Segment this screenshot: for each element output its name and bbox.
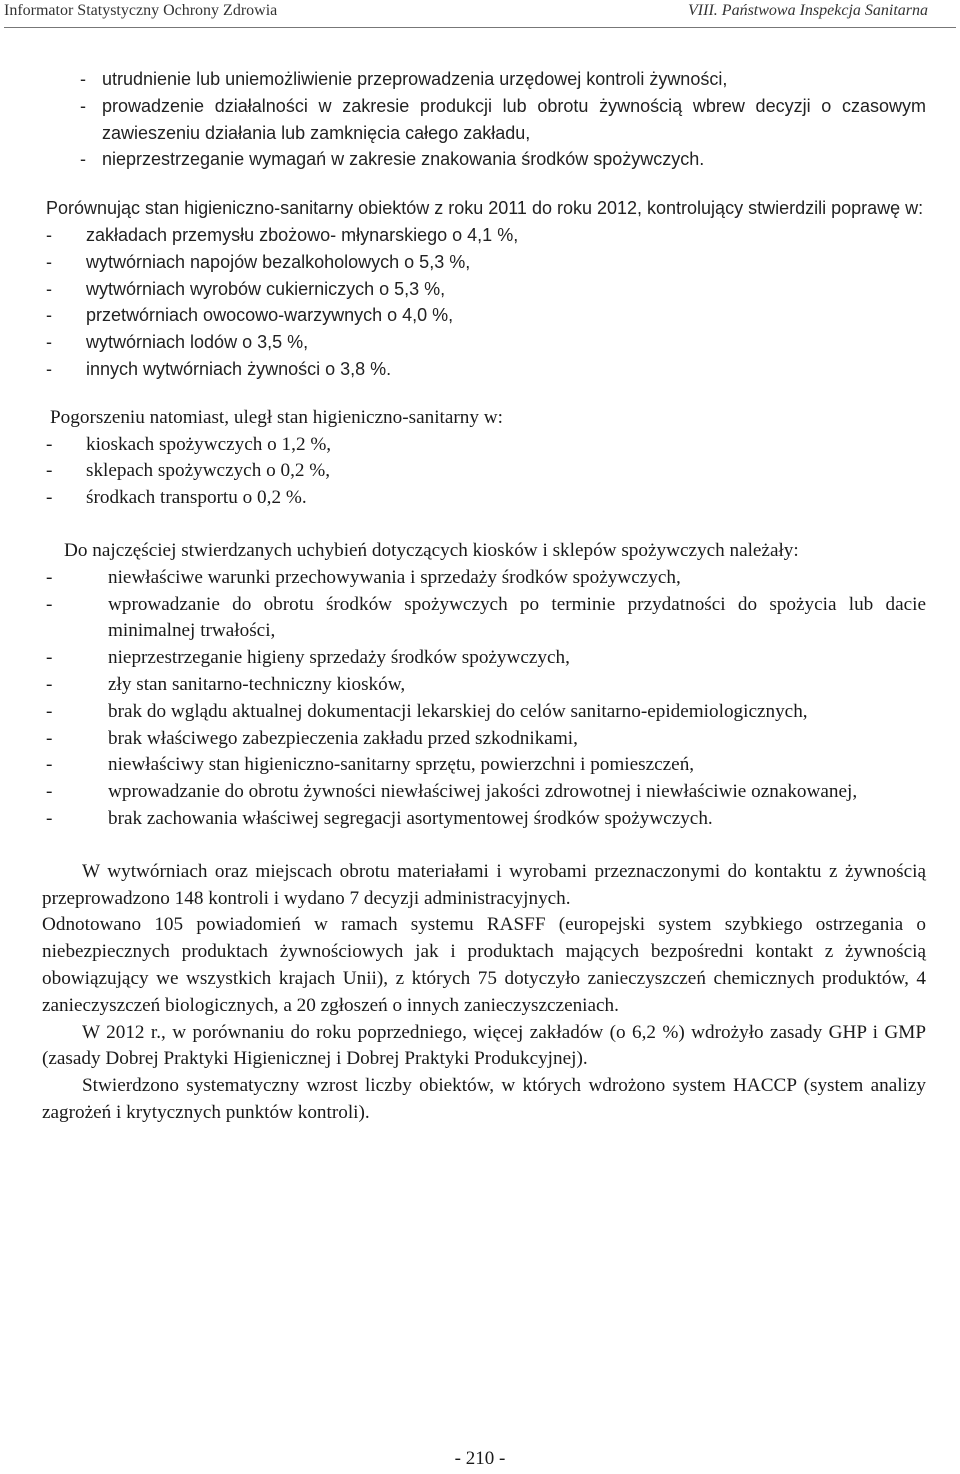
page-header <box>0 0 960 26</box>
list-item: - wprowadzanie do obrotu środków spożywczych po terminie przydatności do spożycia lub dacie minimalnej trwałości, <box>46 592 926 646</box>
improvement-intro: Porównując stan higieniczno-sanitarny obiektów z roku 2011 do roku 2012, kontrolujący stwierdzili poprawę w: <box>46 198 924 219</box>
list-item: - środkach transportu o 0,2 %. <box>46 485 926 512</box>
header-chapter-title: VIII. Państwowa Inspekcja Sanitarna <box>688 2 928 19</box>
paragraph-materials: W wytwórniach oraz miejscach obrotu materiałami i wyrobami przeznaczonymi do kontaktu z żywnością przeprowadzono 148 kontroli i wydano 7 decyzji administracyjnych. <box>42 860 926 909</box>
list-item: - kioskach spożywczych o 1,2 %, <box>46 432 926 459</box>
violations-section <box>42 538 926 833</box>
deterioration-section <box>42 405 926 512</box>
list-item: - zakładach przemysłu zbożowo- młynarskiego o 4,1 %, <box>46 222 926 249</box>
list-item: - wytwórniach napojów bezalkoholowych o 5,3 %, <box>46 249 926 276</box>
deterioration-intro: Pogorszeniu natomiast, uległ stan higieniczno-sanitarny w: <box>50 406 503 428</box>
header-publication-title: Informator Statystyczny Ochrony Zdrowia <box>4 2 278 19</box>
list-item: - sklepach spożywczych o 0,2 %, <box>46 458 926 485</box>
improvement-section <box>42 195 926 383</box>
violations-intro: Do najczęściej stwierdzanych uchybień dotyczących kiosków i sklepów spożywczych należały: <box>64 539 799 561</box>
paragraph-rasff: Odnotowano 105 powiadomień w ramach systemu RASFF (europejski system szybkiego ostrzegania o niebezpiecznych produktach żywnościowych jak i produktach mających bezpośredni kontakt z żywnością obowiązujący we wszystkich krajach Unii), z których 75 dotyczyło zanieczyszczeń chemicznych produktów, 4 zanieczyszczeń biologicznych, a 20 zgłoszeń o innych zanieczyszczeniach. <box>42 914 926 1016</box>
page-body <box>42 66 926 1127</box>
list-item: - brak właściwego zabezpieczenia zakładu przed szkodnikami, <box>46 726 926 753</box>
list-item: - wytwórniach lodów o 3,5 %, <box>46 329 926 356</box>
list-item: - wytwórniach wyrobów cukierniczych o 5,3 %, <box>46 276 926 303</box>
page-number: - 210 - <box>454 1448 506 1469</box>
list-item: - innych wytwórniach żywności o 3,8 %. <box>46 356 926 383</box>
list-item: - przetwórniach owocowo-warzywnych o 4,0 %, <box>46 302 926 329</box>
list-item: - prowadzenie działalności w zakresie produkcji lub obrotu żywnością wbrew decyzji o czasowym zawieszeniu działania lub zamknięcia całego zakładu, <box>80 93 926 147</box>
paragraph-haccp: Stwierdzono systematyczny wzrost liczby obiektów, w których wdrożono system HACCP (system analizy zagrożeń i krytycznych punktów kontroli). <box>42 1075 926 1123</box>
list-item: - nieprzestrzeganie higieny sprzedaży środków spożywczych, <box>46 645 926 672</box>
paragraph-ghp-gmp: W 2012 r., w porównaniu do roku poprzedniego, więcej zakładów (o 6,2 %) wdrożyło zasady GHP i GMP (zasady Dobrej Praktyki Higienicznej i Dobrej Praktyki Produkcyjnej). <box>42 1021 926 1070</box>
summary-section <box>42 859 926 1127</box>
list-item: - brak zachowania właściwej segregacji asortymentowej środków spożywczych. <box>46 806 926 833</box>
list-item: - utrudnienie lub uniemożliwienie przeprowadzenia urzędowej kontroli żywności, <box>80 66 926 93</box>
list-item: - niewłaściwe warunki przechowywania i sprzedaży środków spożywczych, <box>46 565 926 592</box>
list-item: - zły stan sanitarno-techniczny kiosków, <box>46 672 926 699</box>
list-item: - niewłaściwy stan higieniczno-sanitarny sprzętu, powierzchni i pomieszczeń, <box>46 752 926 779</box>
list-item: - nieprzestrzeganie wymagań w zakresie znakowania środków spożywczych. <box>80 146 926 173</box>
header-rule <box>4 27 956 28</box>
violations-list-continued <box>42 66 926 173</box>
list-item: - brak do wglądu aktualnej dokumentacji lekarskiej do celów sanitarno-epidemiologicznych, <box>46 699 926 726</box>
list-item: - wprowadzanie do obrotu żywności niewłaściwej jakości zdrowotnej i niewłaściwie oznakowanej, <box>46 779 926 806</box>
